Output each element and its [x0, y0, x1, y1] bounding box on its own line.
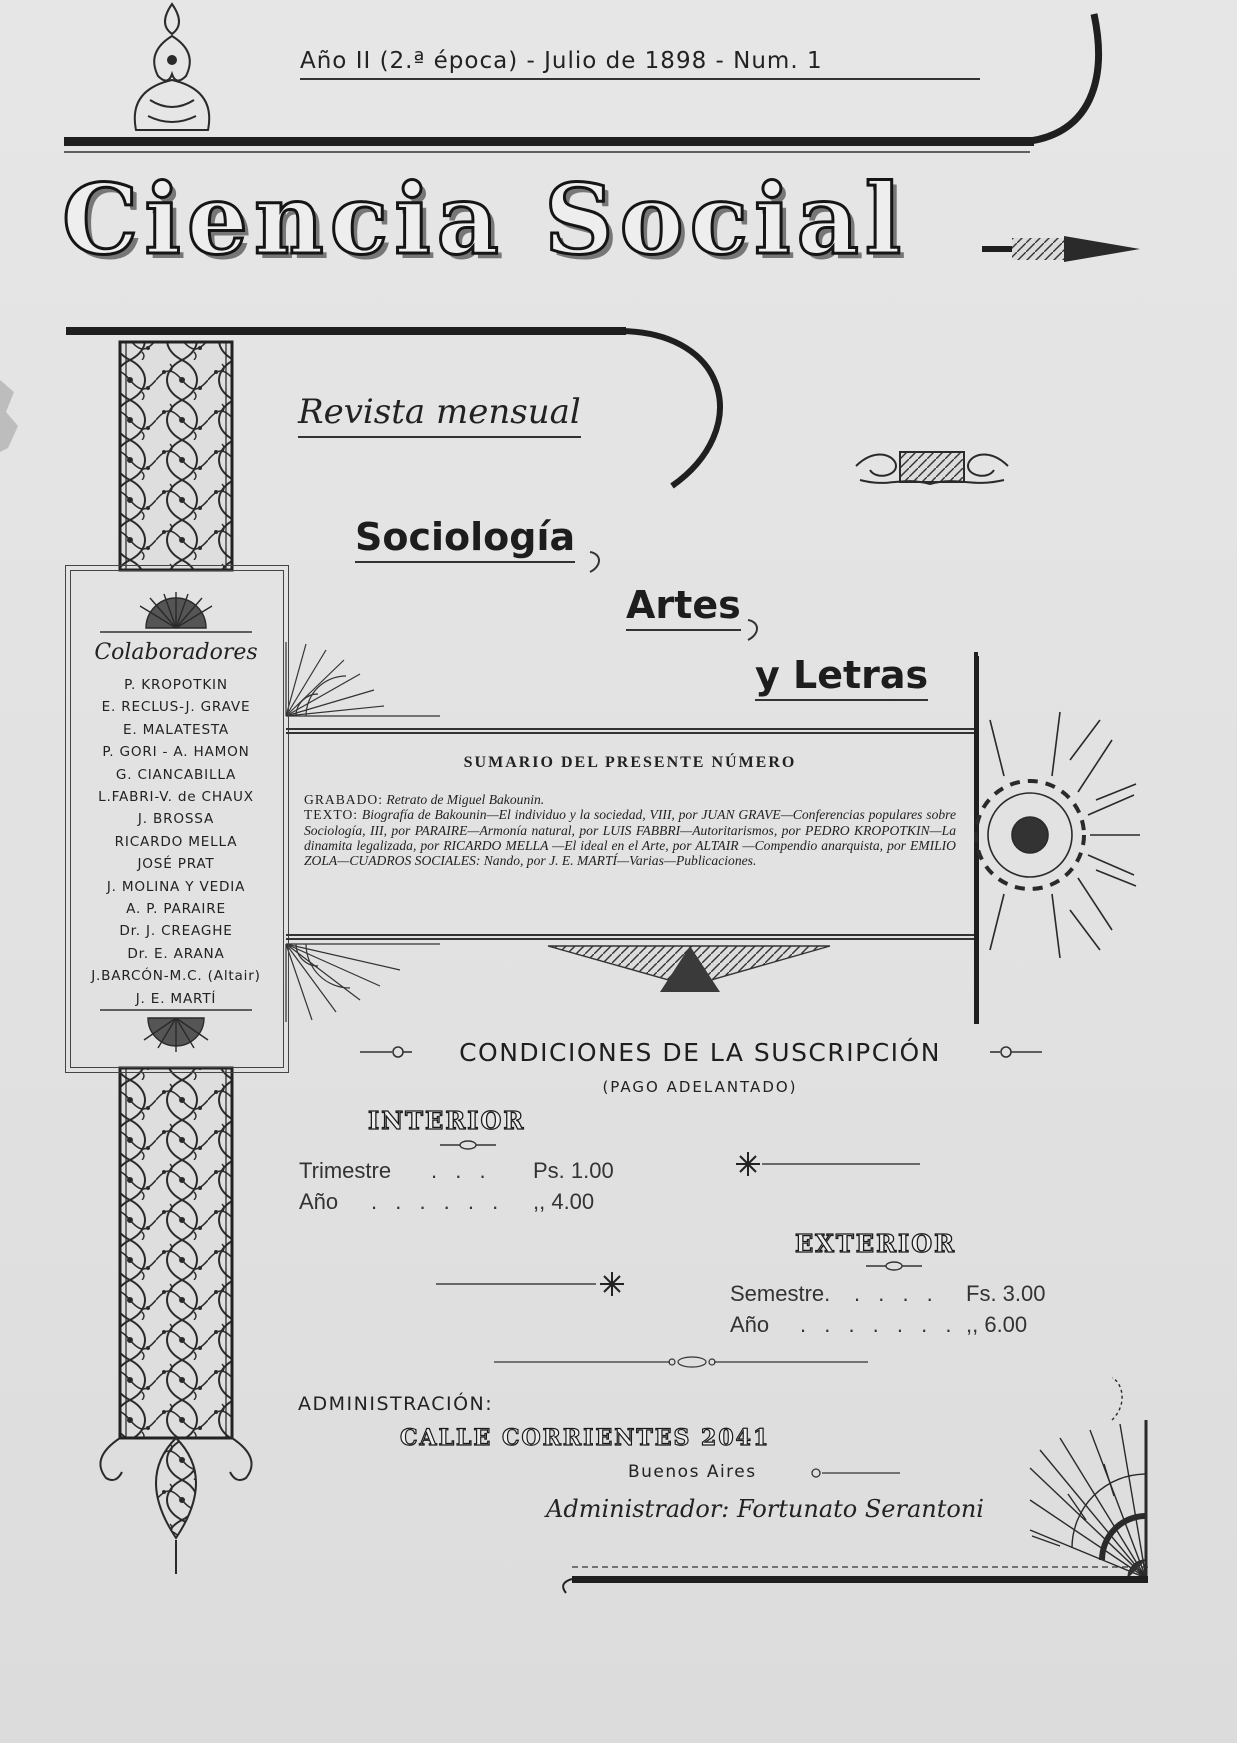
texto-label: TEXTO:	[304, 807, 359, 823]
ornamental-column-upper	[120, 342, 232, 570]
price-value: ,, 4.00	[533, 1189, 595, 1214]
collaborator-name: P. KROPOTKIN	[124, 677, 228, 693]
scroll-ornament	[856, 452, 1008, 484]
second-rule	[66, 327, 626, 335]
price-dots: . . .	[431, 1158, 492, 1183]
administration-address: CALLE CORRIENTES 2041	[400, 1425, 771, 1451]
subscription-title: CONDICIONES DE LA SUSCRIPCIÓN	[459, 1038, 941, 1067]
administration-city: Buenos Aires	[628, 1462, 757, 1482]
section-sociologia: Sociología	[355, 515, 575, 563]
collaborator-name: JOSÉ PRAT	[137, 856, 215, 873]
collaborator-name: J. MOLINA Y VEDIA	[106, 878, 246, 895]
second-rule-hook	[620, 331, 720, 486]
grabado-text: Retrato de Miguel Bakounin.	[386, 792, 545, 807]
issue-line: Año II (2.ª época) - Julio de 1898 - Num. 1	[300, 48, 980, 80]
summary-title: SUMARIO DEL PRESENTE NÚMERO	[463, 754, 797, 771]
price-dots: . . . . . . .	[800, 1312, 958, 1337]
ornamental-column-lower	[120, 1068, 232, 1438]
exterior-row	[730, 1312, 1060, 1340]
magazine-subtitle: Revista mensual	[298, 392, 581, 438]
price-value: Fs. 3.00	[966, 1281, 1046, 1306]
section-artes: Artes	[626, 583, 741, 631]
price-label: Año	[730, 1312, 770, 1337]
magazine-title: Ciencia Social	[62, 163, 908, 276]
collaborator-name: Dr. J. CREAGHE	[119, 923, 233, 940]
exterior-row	[730, 1281, 1060, 1309]
interior-row	[299, 1189, 629, 1217]
price-value: Ps. 1.00	[533, 1158, 614, 1183]
price-label: Trimestre	[299, 1158, 392, 1183]
collaborator-name: A. P. PARAIRE	[126, 901, 226, 918]
divider-ornament	[494, 1357, 868, 1367]
collaborator-name: E. RECLUS-J. GRAVE	[101, 699, 251, 716]
grabado-label: GRABADO:	[304, 792, 383, 807]
asterisk-ornament-1	[736, 1152, 920, 1176]
asterisk-ornament-2	[436, 1272, 624, 1296]
torn-edge	[0, 380, 18, 452]
top-finial-ornament	[135, 4, 209, 130]
section-letras: y Letras	[755, 653, 928, 701]
interior-row	[299, 1158, 629, 1186]
collaborators-list	[70, 674, 282, 1010]
title-arrow-ornament	[982, 236, 1140, 262]
interior-flourish	[440, 1141, 496, 1149]
interior-title: INTERIOR	[368, 1106, 526, 1135]
administrator-name: Administrador: Fortunato Serantoni	[546, 1495, 984, 1523]
subscription-note: (PAGO ADELANTADO)	[602, 1078, 798, 1096]
city-line	[812, 1469, 900, 1477]
exterior-title: EXTERIOR	[795, 1229, 957, 1258]
starburst-ornament	[976, 712, 1140, 958]
corner-fan-ornament	[1030, 1378, 1146, 1578]
collaborator-name: Dr. E. ARANA	[127, 945, 225, 962]
price-dots: . . . .	[854, 1281, 939, 1306]
bottom-finial-ornament	[100, 1438, 251, 1574]
price-value: ,, 6.00	[966, 1312, 1028, 1337]
collaborator-name: RICARDO MELLA	[114, 833, 238, 850]
summary-content	[304, 792, 956, 868]
fan-ornament-top	[286, 642, 440, 716]
price-label: Semestre.	[730, 1281, 831, 1306]
price-label: Año	[299, 1189, 339, 1214]
collaborator-name: L.FABRI-V. de CHAUX	[98, 789, 254, 806]
price-dots: . . . . . .	[371, 1189, 505, 1214]
top-rule-hook	[1030, 14, 1098, 141]
collaborator-name: G. CIANCABILLA	[115, 766, 237, 783]
administration-label: ADMINISTRACIÓN:	[298, 1393, 494, 1415]
fan-ornament-bottom	[286, 944, 440, 1022]
collaborator-name: J.BARCÓN-M.C. (Altair)	[91, 968, 261, 985]
collaborators-title: Colaboradores	[94, 640, 258, 665]
top-rule	[64, 137, 1034, 146]
exterior-flourish	[866, 1262, 922, 1270]
collaborator-name: J. BROSSA	[137, 811, 215, 828]
collaborator-name: E. MALATESTA	[122, 721, 230, 738]
texto-text: Biografía de Bakounin—El individuo y la sociedad, VIII, por JUAN GRAVE—Conferencias populares sobre Sociología, III, por PARAIRE—Armonía natural, por LUIS FABBRI—Autoritarismos, por PEDRO KROPOTKIN—La dinamita legalizada, por RICARDO MELLA —El ideal en el Arte, por ALTAIR —Compendio anarquista, por EMILIO ZOLA—CUADROS SOCIALES: Nando, por J. E. MARTÍ—Varias—Publicaciones.	[304, 807, 956, 869]
collaborator-name: J. E. MARTÍ	[135, 990, 217, 1007]
triangle-ornament	[548, 946, 830, 992]
bottom-rule	[572, 1576, 1148, 1583]
collaborator-name: P. GORI - A. HAMON	[102, 744, 250, 761]
